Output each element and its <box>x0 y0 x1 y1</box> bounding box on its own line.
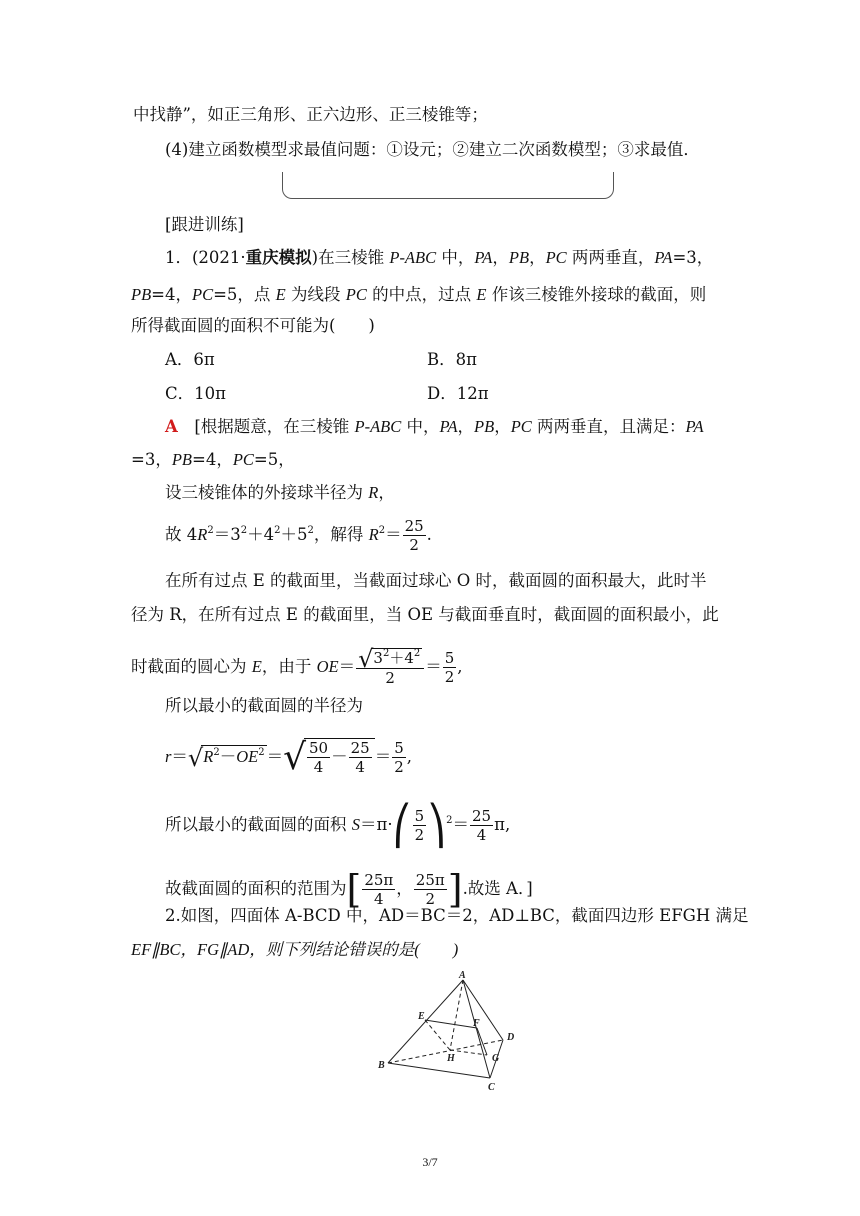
q-math: PA <box>474 248 493 267</box>
fraction: $\frac{25}{2}$ <box>404 517 424 554</box>
sol-text: ＋5 <box>280 525 308 544</box>
fraction: $\frac{√3^2+4^2}{2}$ <box>356 648 424 687</box>
option-b: B．8π <box>427 350 477 369</box>
question-1-line-3: 所得截面圆的面积不可能为( ) <box>131 316 375 335</box>
sol-text: =5， <box>253 450 295 469</box>
q-math: P-ABC <box>389 248 437 267</box>
solution-line-7: 时截面的圆心为 E，由于 OE＝ $\frac{√3^2+4^2}{2}$ ＝ $\frac{5}{2}$ , <box>131 645 463 687</box>
sol-text: =3， <box>131 450 172 469</box>
sol-text: .故选 A．] <box>462 879 533 898</box>
sol-text: 设三棱锥体的外接球半径为 <box>165 483 369 502</box>
solution-line-9: $r=√R^2-OE^2$ ＝√ $\frac{50}{4}$ － $\frac{25}{4}$ ＝ $\frac{5}{2}$ , <box>165 736 412 778</box>
q-text: 两两垂直， <box>571 248 655 267</box>
solution-line-11: 故截面圆的面积的范围为[ $\frac{25\pi}{4}$ ， $\frac{25\pi}{2}$ ].故选 A．] <box>165 867 533 912</box>
sol-text: 故 4 <box>165 525 198 544</box>
q-text: )在三棱锥 <box>311 248 390 267</box>
fraction: $\frac{5}{2}$ <box>444 649 455 686</box>
q-text: =4， <box>151 285 192 304</box>
solution-line-6: 径为 R，在所有过点 E 的截面里，当 OE 与截面垂直时，截面圆的面积最小，此 <box>131 605 719 624</box>
sol-text: ＝3 <box>213 525 241 544</box>
sol-text: ，解得 <box>313 525 369 544</box>
q-text: =3， <box>672 248 714 267</box>
solution-line-4: 故 $4R^2=3^2+4^2+5^2$，解得 $R^2=$ $\frac{25}{2}$ . <box>165 517 432 554</box>
q-prefix: 1．(2021· <box>165 248 246 267</box>
solution-line-2: =3，PB=4，PC=5， <box>131 450 295 469</box>
figure-label: C <box>488 1082 495 1093</box>
figure-label: B <box>378 1060 385 1071</box>
sol-text: ＋4 <box>247 525 275 544</box>
bracket-box <box>282 172 614 199</box>
tetrahedron-figure <box>370 968 530 1103</box>
sol-text: 两两垂直，且满足： <box>537 417 686 436</box>
question-2-line-1: 2.如图，四面体 A-BCD 中，AD＝BC＝2，AD⊥BC，截面四边形 EFGH 满足 <box>165 906 749 925</box>
text-line: (4)建立函数模型求最值问题：①设元；②建立二次函数模型；③求最值． <box>165 140 700 159</box>
q-text: 的中点，过点 <box>366 285 477 304</box>
option-d: D．12π <box>427 384 489 403</box>
solution-line-10: 所以最小的截面圆的面积 S＝π·⎛ $\frac{5}{2}$ ⎞$^2$＝ $\frac{25}{4}$ π, <box>165 803 511 848</box>
figure-label: H <box>447 1053 455 1064</box>
sol-text: 中， <box>401 417 440 436</box>
figure-label: E <box>418 1011 425 1022</box>
question-2-line-2: EF∥BC，FG∥AD，则下列结论错误的是( ) <box>131 940 459 959</box>
q-text: 作该三棱锥外接球的截面，则 <box>486 285 707 304</box>
sol-text: 故截面圆的面积的范围为 <box>165 879 347 898</box>
sol-text: ＝ <box>385 525 402 544</box>
option-a: A．6π <box>165 350 215 369</box>
figure-label: D <box>507 1032 515 1043</box>
page-number: 3/7 <box>422 1155 438 1169</box>
q-math: PA <box>654 248 673 267</box>
q-source: 重庆模拟 <box>245 248 312 267</box>
figure-label: G <box>492 1053 500 1064</box>
section-title: [跟进训练] <box>165 215 244 234</box>
solution-line-1: A [根据题意，在三棱锥 P-ABC 中，PA，PB，PC 两两垂直，且满足：PA <box>165 417 704 436</box>
q-math: PB <box>508 248 530 267</box>
sol-text: ＝ <box>338 657 356 676</box>
sol-text: ，由于 <box>261 657 317 676</box>
sol-text: 时截面的圆心为 <box>131 657 252 676</box>
question-1-line-1: 1．(2021·重庆模拟)在三棱锥 P-ABC 中，PA，PB，PC 两两垂直，PA=3， <box>165 248 714 267</box>
solution-line-5: 在所有过点 E 的截面里，当截面过球心 O 时，截面圆的面积最大，此时半 <box>165 571 707 590</box>
q-math: PC <box>545 248 567 267</box>
q-text: 中， <box>436 248 475 267</box>
answer-letter: A <box>165 417 178 436</box>
sol-text: [根据题意，在三棱锥 <box>194 417 355 436</box>
sol-text: =4， <box>192 450 233 469</box>
question-1-line-2: PB=4，PC=5，点 E 为线段 PC 的中点，过点 E 作该三棱锥外接球的截面，则 <box>131 285 707 304</box>
option-c: C．10π <box>165 384 226 403</box>
figure-label: A <box>459 970 466 981</box>
solution-line-3: 设三棱锥体的外接球半径为 R， <box>165 483 395 502</box>
sol-text: 所以最小的截面圆的面积 <box>165 815 352 834</box>
text-line: 中找静”，如正三角形、正六边形、正三棱锥等； <box>133 105 488 124</box>
solution-line-8: 所以最小的截面圆的半径为 <box>165 696 363 715</box>
q-text: =5，点 <box>213 285 276 304</box>
figure-label: F <box>473 1018 480 1029</box>
q-text: 为线段 <box>285 285 346 304</box>
